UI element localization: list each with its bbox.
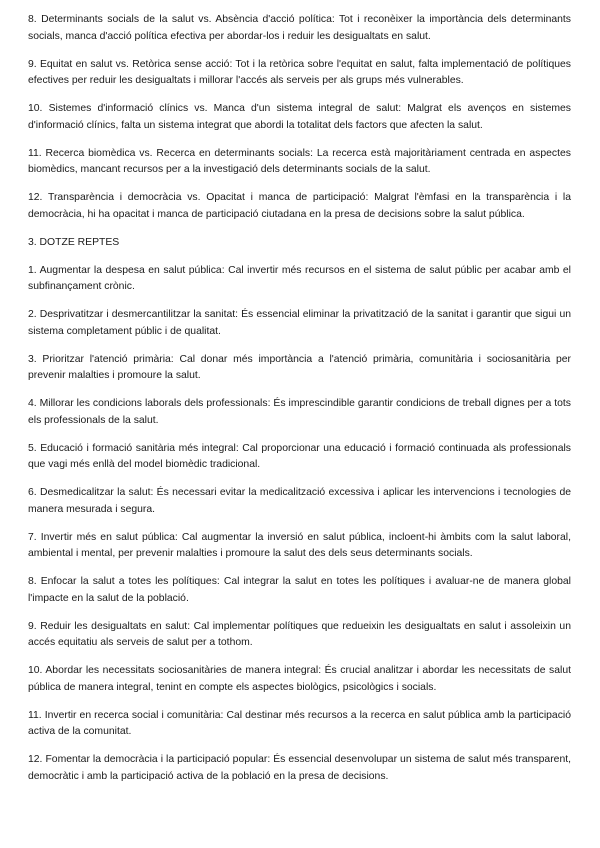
paragraph-repte-7: 7. Invertir més en salut pública: Cal augmentar la inversió en salut pública, incloent-hi àmbits com la salut laboral, ambiental i mental, per prevenir malalties i promoure la salut des dels seus determinants socials. bbox=[28, 531, 571, 559]
paragraph-repte-4: 4. Millorar les condicions laborals dels professionals: És imprescindible garantir condicions de treball dignes per a tots els professionals de la salut. bbox=[28, 398, 571, 426]
section-heading-reptes: 3. DOTZE REPTES bbox=[28, 236, 120, 248]
paragraph-repte-9: 9. Reduir les desigualtats en salut: Cal implementar polítiques que redueixin les desigualtats en salut i assoleixin un accés equitatiu als serveis de salut per a tothom. bbox=[28, 620, 571, 648]
paragraph-repte-1: 1. Augmentar la despesa en salut pública: Cal invertir més recursos en el sistema de salut públic per acabar amb el subfinançament crònic. bbox=[28, 264, 571, 292]
document-page bbox=[28, 12, 571, 797]
paragraph-contrast-11: 11. Recerca biomèdica vs. Recerca en determinants socials: La recerca està majoritàriament centrada en aspectes biomèdics, mancant recursos per a la investigació dels determinants socials de la salut. bbox=[28, 147, 571, 175]
paragraph-repte-12: 12. Fomentar la democràcia i la participació popular: És essencial desenvolupar un sistema de salut més transparent, democràtic i amb la participació activa de la població en la presa de decisions. bbox=[28, 754, 571, 782]
paragraph-contrast-10: 10. Sistemes d'informació clínics vs. Manca d'un sistema integral de salut: Malgrat els avenços en sistemes d'informació clínics, falta un sistema integrat que abordi la totalitat dels factors que afecten la salut. bbox=[28, 103, 571, 131]
paragraph-repte-3: 3. Prioritzar l'atenció primària: Cal donar més importància a l'atenció primària, comunitària i sociosanitària per prevenir malalties i promoure la salut. bbox=[28, 353, 571, 381]
paragraph-contrast-9: 9. Equitat en salut vs. Retòrica sense acció: Tot i la retòrica sobre l'equitat en salut, falta implementació de polítiques efectives per reduir les desigualtats i millorar l'accés als serveis per als grups més vulnerables. bbox=[28, 58, 571, 86]
paragraph-repte-2: 2. Desprivatitzar i desmercantilitzar la sanitat: És essencial eliminar la privatització de la sanitat i garantir que sigui un sistema completament públic i de qualitat. bbox=[28, 309, 571, 337]
paragraph-repte-11: 11. Invertir en recerca social i comunitària: Cal destinar més recursos a la recerca en salut pública amb la participació activa de la comunitat. bbox=[28, 709, 571, 737]
paragraph-contrast-8: 8. Determinants socials de la salut vs. Absència d'acció política: Tot i reconèixer la importància dels determinants socials, manca d'acció política efectiva per abordar-los i reduir les desigualtats en salut. bbox=[28, 14, 571, 42]
paragraph-repte-6: 6. Desmedicalitzar la salut: És necessari evitar la medicalització excessiva i aplicar les intervencions i tecnologies de manera mesurada i segura. bbox=[28, 487, 571, 515]
paragraph-repte-5: 5. Educació i formació sanitària més integral: Cal proporcionar una educació i formació continuada als professionals que vagi més enllà del model biomèdic tradicional. bbox=[28, 442, 571, 470]
paragraph-contrast-12: 12. Transparència i democràcia vs. Opacitat i manca de participació: Malgrat l'èmfasi en la transparència i la democràcia, hi ha opacitat i manca de participació ciutadana en la presa de decisions sobre la salut pública. bbox=[28, 192, 571, 220]
paragraph-repte-8: 8. Enfocar la salut a totes les polítiques: Cal integrar la salut en totes les polítiques i avaluar-ne de manera global l'impacte en la salut de la població. bbox=[28, 576, 571, 604]
paragraph-repte-10: 10. Abordar les necessitats sociosanitàries de manera integral: És crucial analitzar i abordar les necessitats de salut pública de manera integral, tenint en compte els aspectes biològics, psicològics i socials. bbox=[28, 665, 571, 693]
